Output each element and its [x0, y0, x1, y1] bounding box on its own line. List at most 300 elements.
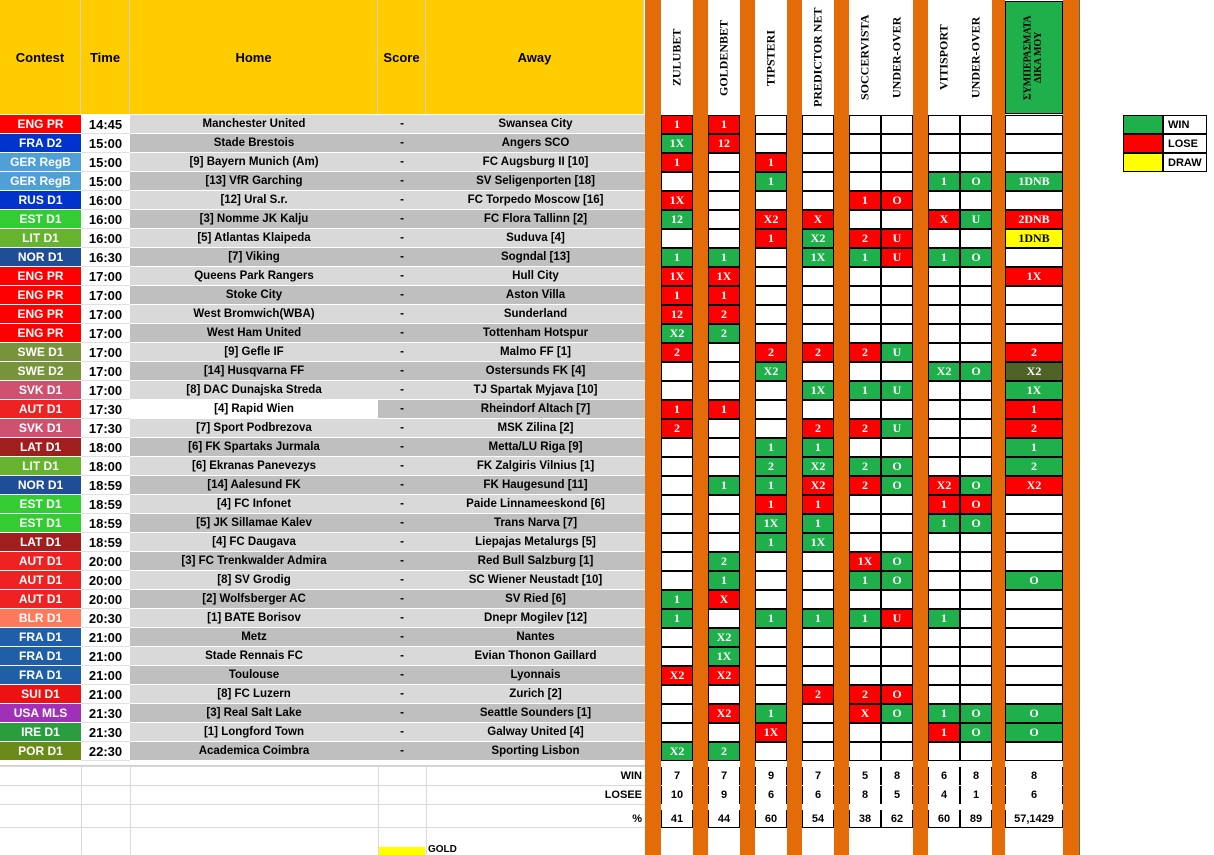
- pick-cell[interactable]: 1: [802, 609, 834, 628]
- pick-cell[interactable]: [802, 115, 834, 134]
- source-header[interactable]: SOCCERVISTA: [849, 1, 881, 114]
- pick-cell[interactable]: 1: [708, 571, 740, 590]
- pick-cell[interactable]: [755, 286, 787, 305]
- pick-cell[interactable]: [755, 134, 787, 153]
- pick-cell[interactable]: [928, 666, 960, 685]
- pick-cell[interactable]: 2: [755, 343, 787, 362]
- pick-cell[interactable]: 1: [755, 495, 787, 514]
- pick-cell[interactable]: [881, 400, 913, 419]
- pick-cell[interactable]: [960, 666, 992, 685]
- pick-cell[interactable]: [708, 229, 740, 248]
- pick-cell[interactable]: [708, 153, 740, 172]
- pick-cell[interactable]: O: [881, 476, 913, 495]
- pick-cell[interactable]: [708, 381, 740, 400]
- pick-cell[interactable]: [802, 324, 834, 343]
- pick-cell[interactable]: [661, 381, 693, 400]
- pick-cell[interactable]: 1: [661, 400, 693, 419]
- pick-cell[interactable]: [802, 742, 834, 761]
- pick-cell[interactable]: 2: [849, 476, 881, 495]
- pick-cell[interactable]: [881, 172, 913, 191]
- pick-cell[interactable]: 2: [802, 685, 834, 704]
- pick-cell[interactable]: [849, 590, 881, 609]
- pick-cell[interactable]: [661, 438, 693, 457]
- pick-cell[interactable]: [708, 533, 740, 552]
- pick-cell[interactable]: [960, 457, 992, 476]
- pick-cell[interactable]: [661, 704, 693, 723]
- pick-cell[interactable]: [849, 438, 881, 457]
- pick-cell[interactable]: [661, 495, 693, 514]
- pick-cell[interactable]: [960, 153, 992, 172]
- pick-cell[interactable]: 2: [849, 419, 881, 438]
- pick-cell[interactable]: O: [960, 704, 992, 723]
- pick-cell[interactable]: [928, 381, 960, 400]
- pick-cell[interactable]: [802, 400, 834, 419]
- pick-cell[interactable]: 2: [849, 685, 881, 704]
- header-time[interactable]: Time: [81, 0, 130, 114]
- header-home[interactable]: Home: [130, 0, 378, 114]
- pick-cell[interactable]: [755, 191, 787, 210]
- pick-cell[interactable]: [802, 723, 834, 742]
- pick-cell[interactable]: [755, 115, 787, 134]
- pick-cell[interactable]: U: [960, 210, 992, 229]
- pick-cell[interactable]: X2: [802, 457, 834, 476]
- pick-cell[interactable]: [928, 134, 960, 153]
- pick-cell[interactable]: O: [960, 476, 992, 495]
- pick-cell[interactable]: [1005, 742, 1063, 761]
- pick-cell[interactable]: 1: [661, 286, 693, 305]
- pick-cell[interactable]: 1: [755, 533, 787, 552]
- pick-cell[interactable]: [928, 628, 960, 647]
- pick-cell[interactable]: [708, 172, 740, 191]
- pick-cell[interactable]: [960, 229, 992, 248]
- pick-cell[interactable]: [849, 305, 881, 324]
- pick-cell[interactable]: [755, 666, 787, 685]
- pick-cell[interactable]: [960, 324, 992, 343]
- pick-cell[interactable]: [849, 362, 881, 381]
- pick-cell[interactable]: [755, 552, 787, 571]
- pick-cell[interactable]: 2: [661, 343, 693, 362]
- pick-cell[interactable]: X2: [755, 362, 787, 381]
- pick-cell[interactable]: [928, 685, 960, 704]
- pick-cell[interactable]: X2: [755, 210, 787, 229]
- pick-cell[interactable]: [881, 305, 913, 324]
- pick-cell[interactable]: [1005, 134, 1063, 153]
- pick-cell[interactable]: [708, 723, 740, 742]
- pick-cell[interactable]: [1005, 647, 1063, 666]
- pick-cell[interactable]: 12: [661, 305, 693, 324]
- pick-cell[interactable]: 1X: [1005, 381, 1063, 400]
- source-header[interactable]: PREDICTOR NET: [802, 1, 834, 114]
- pick-cell[interactable]: [928, 419, 960, 438]
- pick-cell[interactable]: X2: [1005, 362, 1063, 381]
- pick-cell[interactable]: [928, 457, 960, 476]
- pick-cell[interactable]: [1005, 590, 1063, 609]
- pick-cell[interactable]: [849, 286, 881, 305]
- pick-cell[interactable]: [849, 723, 881, 742]
- pick-cell[interactable]: X2: [802, 476, 834, 495]
- pick-cell[interactable]: [802, 134, 834, 153]
- pick-cell[interactable]: [708, 419, 740, 438]
- pick-cell[interactable]: [881, 286, 913, 305]
- pick-cell[interactable]: [881, 495, 913, 514]
- pick-cell[interactable]: [802, 172, 834, 191]
- pick-cell[interactable]: 1: [708, 248, 740, 267]
- pick-cell[interactable]: [881, 210, 913, 229]
- pick-cell[interactable]: [661, 723, 693, 742]
- pick-cell[interactable]: [755, 647, 787, 666]
- pick-cell[interactable]: 1DNB: [1005, 229, 1063, 248]
- pick-cell[interactable]: X2: [708, 704, 740, 723]
- pick-cell[interactable]: [849, 628, 881, 647]
- pick-cell[interactable]: 2: [802, 343, 834, 362]
- header-contest[interactable]: Contest: [0, 0, 81, 114]
- pick-cell[interactable]: 1: [849, 381, 881, 400]
- pick-cell[interactable]: 1X: [755, 514, 787, 533]
- pick-cell[interactable]: 1DNB: [1005, 172, 1063, 191]
- pick-cell[interactable]: [928, 229, 960, 248]
- pick-cell[interactable]: O: [881, 457, 913, 476]
- pick-cell[interactable]: U: [881, 343, 913, 362]
- pick-cell[interactable]: 2: [849, 343, 881, 362]
- pick-cell[interactable]: 1: [755, 172, 787, 191]
- pick-cell[interactable]: 1X: [802, 381, 834, 400]
- pick-cell[interactable]: 12: [661, 210, 693, 229]
- pick-cell[interactable]: [849, 210, 881, 229]
- pick-cell[interactable]: [708, 495, 740, 514]
- pick-cell[interactable]: [661, 552, 693, 571]
- pick-cell[interactable]: [960, 609, 992, 628]
- pick-cell[interactable]: 1: [755, 476, 787, 495]
- pick-cell[interactable]: 2: [661, 419, 693, 438]
- pick-cell[interactable]: [928, 438, 960, 457]
- pick-cell[interactable]: 1: [849, 571, 881, 590]
- pick-cell[interactable]: 2: [1005, 457, 1063, 476]
- pick-cell[interactable]: 1: [661, 609, 693, 628]
- pick-cell[interactable]: [708, 191, 740, 210]
- pick-cell[interactable]: [802, 571, 834, 590]
- pick-cell[interactable]: 1: [928, 723, 960, 742]
- pick-cell[interactable]: 2: [708, 324, 740, 343]
- pick-cell[interactable]: [849, 742, 881, 761]
- pick-cell[interactable]: [802, 628, 834, 647]
- pick-cell[interactable]: 1: [928, 704, 960, 723]
- pick-cell[interactable]: 1X: [661, 267, 693, 286]
- pick-cell[interactable]: [661, 533, 693, 552]
- pick-cell[interactable]: [960, 305, 992, 324]
- pick-cell[interactable]: 2: [1005, 343, 1063, 362]
- pick-cell[interactable]: [708, 609, 740, 628]
- pick-cell[interactable]: [928, 571, 960, 590]
- pick-cell[interactable]: 1: [928, 495, 960, 514]
- source-header[interactable]: UNDER-OVER: [881, 1, 913, 114]
- pick-cell[interactable]: [960, 552, 992, 571]
- pick-cell[interactable]: 1X: [802, 533, 834, 552]
- pick-cell[interactable]: 1: [708, 400, 740, 419]
- pick-cell[interactable]: [881, 153, 913, 172]
- pick-cell[interactable]: [928, 647, 960, 666]
- pick-cell[interactable]: 1: [928, 514, 960, 533]
- pick-cell[interactable]: [661, 476, 693, 495]
- pick-cell[interactable]: 1X: [661, 134, 693, 153]
- pick-cell[interactable]: 1X: [849, 552, 881, 571]
- pick-cell[interactable]: [881, 324, 913, 343]
- pick-cell[interactable]: [881, 438, 913, 457]
- pick-cell[interactable]: [661, 647, 693, 666]
- pick-cell[interactable]: [928, 267, 960, 286]
- pick-cell[interactable]: 1: [928, 609, 960, 628]
- pick-cell[interactable]: U: [881, 609, 913, 628]
- pick-cell[interactable]: 1: [849, 191, 881, 210]
- pick-cell[interactable]: [881, 647, 913, 666]
- pick-cell[interactable]: 1: [928, 248, 960, 267]
- pick-cell[interactable]: [1005, 153, 1063, 172]
- pick-cell[interactable]: [1005, 514, 1063, 533]
- pick-cell[interactable]: [960, 381, 992, 400]
- pick-cell[interactable]: [1005, 552, 1063, 571]
- pick-cell[interactable]: X: [928, 210, 960, 229]
- pick-cell[interactable]: 1: [755, 229, 787, 248]
- pick-cell[interactable]: [802, 362, 834, 381]
- pick-cell[interactable]: [881, 362, 913, 381]
- pick-cell[interactable]: [960, 438, 992, 457]
- pick-cell[interactable]: [661, 628, 693, 647]
- pick-cell[interactable]: 2DNB: [1005, 210, 1063, 229]
- pick-cell[interactable]: X: [802, 210, 834, 229]
- header-score[interactable]: Score: [378, 0, 426, 114]
- pick-cell[interactable]: 1: [755, 153, 787, 172]
- pick-cell[interactable]: [661, 457, 693, 476]
- pick-cell[interactable]: [849, 533, 881, 552]
- pick-cell[interactable]: [849, 115, 881, 134]
- pick-cell[interactable]: [928, 742, 960, 761]
- pick-cell[interactable]: O: [960, 514, 992, 533]
- pick-cell[interactable]: 1X: [802, 248, 834, 267]
- pick-cell[interactable]: [928, 343, 960, 362]
- pick-cell[interactable]: [928, 324, 960, 343]
- pick-cell[interactable]: 12: [708, 134, 740, 153]
- pick-cell[interactable]: 1: [928, 172, 960, 191]
- source-header[interactable]: ΣΥΜΠΕΡΑΣΜΑΤΑ ΔΙΚΑ ΜΟΥ: [1005, 1, 1063, 114]
- pick-cell[interactable]: [928, 552, 960, 571]
- pick-cell[interactable]: [708, 438, 740, 457]
- pick-cell[interactable]: 2: [849, 457, 881, 476]
- pick-cell[interactable]: [960, 267, 992, 286]
- pick-cell[interactable]: [708, 685, 740, 704]
- source-header[interactable]: ZULUBET: [661, 1, 693, 114]
- pick-cell[interactable]: [708, 210, 740, 229]
- pick-cell[interactable]: [708, 362, 740, 381]
- pick-cell[interactable]: [1005, 609, 1063, 628]
- pick-cell[interactable]: [1005, 628, 1063, 647]
- pick-cell[interactable]: [960, 571, 992, 590]
- pick-cell[interactable]: [960, 115, 992, 134]
- pick-cell[interactable]: 1: [1005, 400, 1063, 419]
- pick-cell[interactable]: [928, 533, 960, 552]
- pick-cell[interactable]: [755, 571, 787, 590]
- pick-cell[interactable]: [802, 191, 834, 210]
- pick-cell[interactable]: 1: [661, 248, 693, 267]
- pick-cell[interactable]: 1: [708, 286, 740, 305]
- pick-cell[interactable]: [661, 514, 693, 533]
- pick-cell[interactable]: O: [1005, 571, 1063, 590]
- pick-cell[interactable]: [661, 571, 693, 590]
- pick-cell[interactable]: X2: [708, 666, 740, 685]
- pick-cell[interactable]: 1: [708, 115, 740, 134]
- pick-cell[interactable]: [755, 590, 787, 609]
- pick-cell[interactable]: [881, 666, 913, 685]
- pick-cell[interactable]: 2: [849, 229, 881, 248]
- pick-cell[interactable]: O: [960, 248, 992, 267]
- pick-cell[interactable]: [755, 685, 787, 704]
- pick-cell[interactable]: 1: [849, 609, 881, 628]
- pick-cell[interactable]: [960, 590, 992, 609]
- pick-cell[interactable]: [928, 286, 960, 305]
- pick-cell[interactable]: [1005, 324, 1063, 343]
- pick-cell[interactable]: 1: [661, 590, 693, 609]
- pick-cell[interactable]: X2: [661, 742, 693, 761]
- pick-cell[interactable]: 1: [755, 609, 787, 628]
- pick-cell[interactable]: X2: [928, 362, 960, 381]
- pick-cell[interactable]: X2: [661, 324, 693, 343]
- pick-cell[interactable]: [928, 153, 960, 172]
- pick-cell[interactable]: 1: [849, 248, 881, 267]
- source-header[interactable]: GOLDENBET: [708, 1, 740, 114]
- pick-cell[interactable]: [802, 647, 834, 666]
- pick-cell[interactable]: 2: [708, 742, 740, 761]
- pick-cell[interactable]: [661, 229, 693, 248]
- pick-cell[interactable]: [1005, 115, 1063, 134]
- pick-cell[interactable]: [802, 590, 834, 609]
- pick-cell[interactable]: [960, 419, 992, 438]
- pick-cell[interactable]: O: [1005, 723, 1063, 742]
- pick-cell[interactable]: 2: [802, 419, 834, 438]
- pick-cell[interactable]: X2: [802, 229, 834, 248]
- pick-cell[interactable]: [960, 742, 992, 761]
- pick-cell[interactable]: U: [881, 248, 913, 267]
- pick-cell[interactable]: O: [1005, 704, 1063, 723]
- pick-cell[interactable]: [928, 400, 960, 419]
- pick-cell[interactable]: [960, 400, 992, 419]
- pick-cell[interactable]: U: [881, 229, 913, 248]
- pick-cell[interactable]: [881, 134, 913, 153]
- pick-cell[interactable]: [881, 115, 913, 134]
- pick-cell[interactable]: X2: [661, 666, 693, 685]
- pick-cell[interactable]: [708, 343, 740, 362]
- pick-cell[interactable]: [849, 324, 881, 343]
- pick-cell[interactable]: [1005, 248, 1063, 267]
- pick-cell[interactable]: [661, 172, 693, 191]
- pick-cell[interactable]: [755, 324, 787, 343]
- pick-cell[interactable]: [849, 267, 881, 286]
- pick-cell[interactable]: 1X: [1005, 267, 1063, 286]
- pick-cell[interactable]: [849, 666, 881, 685]
- pick-cell[interactable]: 1: [755, 438, 787, 457]
- pick-cell[interactable]: O: [881, 552, 913, 571]
- source-header[interactable]: VITISPORT: [928, 1, 960, 114]
- pick-cell[interactable]: [755, 305, 787, 324]
- pick-cell[interactable]: 2: [755, 457, 787, 476]
- pick-cell[interactable]: X2: [928, 476, 960, 495]
- pick-cell[interactable]: [881, 628, 913, 647]
- pick-cell[interactable]: [755, 419, 787, 438]
- pick-cell[interactable]: O: [881, 704, 913, 723]
- pick-cell[interactable]: X: [849, 704, 881, 723]
- pick-cell[interactable]: O: [881, 191, 913, 210]
- pick-cell[interactable]: 2: [1005, 419, 1063, 438]
- pick-cell[interactable]: [755, 628, 787, 647]
- pick-cell[interactable]: [802, 267, 834, 286]
- pick-cell[interactable]: O: [960, 495, 992, 514]
- pick-cell[interactable]: [755, 381, 787, 400]
- pick-cell[interactable]: [755, 248, 787, 267]
- pick-cell[interactable]: 1X: [708, 647, 740, 666]
- pick-cell[interactable]: [960, 286, 992, 305]
- pick-cell[interactable]: [928, 191, 960, 210]
- pick-cell[interactable]: [802, 704, 834, 723]
- pick-cell[interactable]: [1005, 495, 1063, 514]
- pick-cell[interactable]: [708, 457, 740, 476]
- pick-cell[interactable]: [802, 153, 834, 172]
- pick-cell[interactable]: X: [708, 590, 740, 609]
- pick-cell[interactable]: [881, 267, 913, 286]
- pick-cell[interactable]: [1005, 685, 1063, 704]
- pick-cell[interactable]: [755, 400, 787, 419]
- pick-cell[interactable]: 1: [755, 704, 787, 723]
- pick-cell[interactable]: 1: [1005, 438, 1063, 457]
- source-header[interactable]: UNDER-OVER: [960, 1, 992, 114]
- pick-cell[interactable]: [755, 267, 787, 286]
- pick-cell[interactable]: [1005, 191, 1063, 210]
- pick-cell[interactable]: U: [881, 381, 913, 400]
- pick-cell[interactable]: O: [881, 571, 913, 590]
- pick-cell[interactable]: X2: [1005, 476, 1063, 495]
- pick-cell[interactable]: [849, 514, 881, 533]
- pick-cell[interactable]: [960, 134, 992, 153]
- pick-cell[interactable]: [1005, 286, 1063, 305]
- pick-cell[interactable]: O: [960, 723, 992, 742]
- pick-cell[interactable]: [661, 362, 693, 381]
- pick-cell[interactable]: O: [881, 685, 913, 704]
- pick-cell[interactable]: [849, 647, 881, 666]
- pick-cell[interactable]: O: [960, 362, 992, 381]
- pick-cell[interactable]: [708, 514, 740, 533]
- pick-cell[interactable]: [928, 305, 960, 324]
- pick-cell[interactable]: [881, 723, 913, 742]
- pick-cell[interactable]: [661, 685, 693, 704]
- pick-cell[interactable]: 1X: [755, 723, 787, 742]
- pick-cell[interactable]: [849, 400, 881, 419]
- pick-cell[interactable]: [849, 153, 881, 172]
- pick-cell[interactable]: [802, 552, 834, 571]
- pick-cell[interactable]: 1X: [708, 267, 740, 286]
- pick-cell[interactable]: [881, 590, 913, 609]
- pick-cell[interactable]: [960, 647, 992, 666]
- pick-cell[interactable]: [802, 305, 834, 324]
- pick-cell[interactable]: [802, 666, 834, 685]
- pick-cell[interactable]: [881, 742, 913, 761]
- pick-cell[interactable]: [849, 134, 881, 153]
- pick-cell[interactable]: [960, 628, 992, 647]
- pick-cell[interactable]: 1: [708, 476, 740, 495]
- pick-cell[interactable]: [960, 191, 992, 210]
- pick-cell[interactable]: [928, 115, 960, 134]
- pick-cell[interactable]: 1: [661, 115, 693, 134]
- pick-cell[interactable]: 2: [708, 305, 740, 324]
- pick-cell[interactable]: [928, 590, 960, 609]
- pick-cell[interactable]: [849, 172, 881, 191]
- pick-cell[interactable]: [802, 286, 834, 305]
- pick-cell[interactable]: [849, 495, 881, 514]
